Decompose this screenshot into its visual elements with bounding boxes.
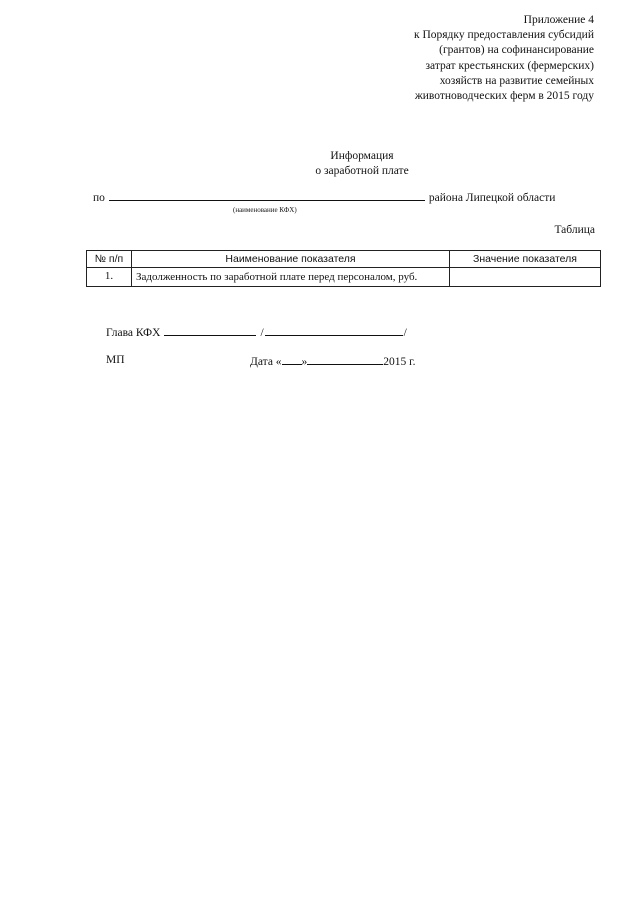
date-mid: » bbox=[301, 356, 308, 368]
row-number: 1. bbox=[87, 268, 132, 287]
date-suffix: 2015 г. bbox=[383, 356, 416, 368]
appendix-header bbox=[334, 13, 594, 104]
document-subtitle: о заработной плате bbox=[315, 165, 409, 177]
appendix-line: к Порядку предоставления субсидий bbox=[414, 29, 594, 42]
date-line bbox=[250, 354, 415, 368]
date-day-blank[interactable] bbox=[282, 354, 302, 365]
column-header-name: Наименование показателя bbox=[132, 251, 450, 268]
region-line bbox=[93, 189, 555, 204]
stamp-place: МП bbox=[106, 354, 125, 366]
signature-slash-end: / bbox=[403, 327, 407, 339]
appendix-line: (грантов) на софинансирование bbox=[439, 44, 594, 57]
column-header-value: Значение показателя bbox=[450, 251, 601, 268]
signature-label: Глава КФХ bbox=[106, 327, 161, 339]
appendix-line: хозяйств на развитие семейных bbox=[439, 74, 594, 87]
region-prefix: по bbox=[93, 192, 105, 204]
appendix-line: Приложение 4 bbox=[523, 14, 594, 26]
table-header-row bbox=[87, 251, 601, 268]
farm-name-caption: (наименование КФХ) bbox=[233, 206, 297, 214]
row-indicator-value[interactable] bbox=[450, 268, 601, 287]
date-month-blank[interactable] bbox=[307, 354, 383, 365]
document-title: Информация bbox=[330, 150, 394, 162]
signature-slash: / bbox=[260, 327, 264, 339]
table-caption: Таблица bbox=[554, 224, 595, 236]
signature-name-blank[interactable] bbox=[265, 325, 403, 336]
signature-line bbox=[106, 325, 407, 339]
appendix-line: затрат крестьянских (фермерских) bbox=[425, 59, 594, 72]
info-table bbox=[86, 250, 601, 287]
farm-name-blank[interactable] bbox=[109, 189, 425, 201]
row-indicator-name: Задолженность по заработной плате перед персоналом, руб. bbox=[132, 268, 450, 287]
appendix-line: животноводческих ферм в 2015 году bbox=[414, 90, 594, 103]
date-prefix: Дата « bbox=[250, 356, 282, 368]
table-row bbox=[87, 268, 601, 287]
signature-blank[interactable] bbox=[164, 325, 256, 336]
column-header-num: № п/п bbox=[87, 251, 132, 268]
region-suffix: района Липецкой области bbox=[428, 192, 556, 204]
